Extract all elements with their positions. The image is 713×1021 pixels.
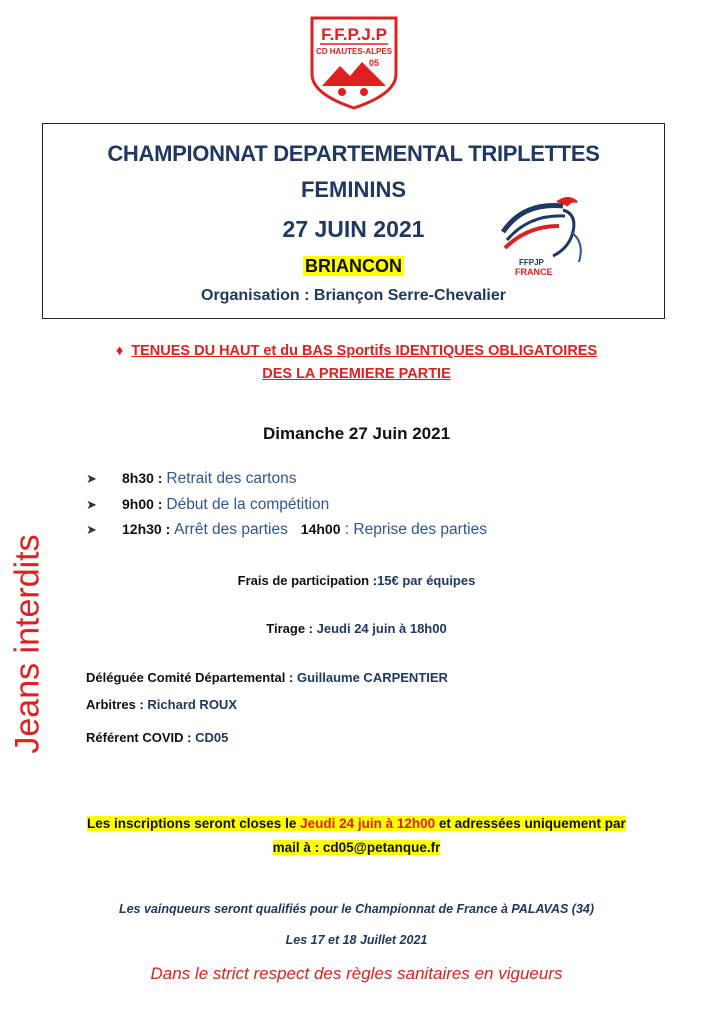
rooster-text-2: FRANCE: [515, 267, 553, 277]
logo-line2: CD HAUTES-ALPES: [315, 47, 393, 56]
delegate-info: Déléguée Comité Départemental : Guillaume CARPENTIER: [86, 670, 448, 685]
referee-info: Arbitres : Richard ROUX: [86, 697, 237, 712]
logo-line3: 05: [368, 58, 380, 68]
covid-referent-info: Référent COVID : CD05: [86, 730, 229, 745]
participation-fee: Frais de participation :15€ par équipes: [237, 573, 476, 588]
rooster-text-1: FFPJP: [519, 258, 544, 267]
championship-category: FEMININS: [300, 177, 407, 202]
arrow-bullet-icon: ➤: [86, 522, 97, 537]
dress-code-warning-line1: ♦ TENUES DU HAUT et du BAS Sportifs IDENTIQUES OBLIGATOIRES: [115, 343, 598, 359]
schedule-item: ➤ 8h30 : Retrait des cartons: [86, 470, 297, 487]
schedule-item: ➤ 12h30 : Arrêt des parties 14h00 : Reprise des parties: [86, 521, 487, 538]
registration-notice-line1: Les inscriptions seront closes le Jeudi 24 juin à 12h00 et adressées uniquement par: [87, 816, 626, 831]
event-date: Dimanche 27 Juin 2021: [262, 424, 451, 443]
diamond-icon: ♦: [115, 343, 124, 359]
draw-info: Tirage : Jeudi 24 juin à 18h00: [266, 621, 447, 636]
championship-title: CHAMPIONNAT DEPARTEMENTAL TRIPLETTES: [107, 141, 600, 166]
schedule-item: ➤ 9h00 : Début de la compétition: [86, 496, 330, 513]
arrow-bullet-icon: ➤: [86, 471, 97, 486]
city-label: BRIANCON: [305, 256, 402, 276]
registration-notice-line2: mail à : cd05@petanque.fr: [272, 840, 441, 855]
arrow-bullet-icon: ➤: [86, 497, 97, 512]
title-box: [42, 123, 665, 319]
boule-icon: [338, 88, 346, 96]
boule-icon: [360, 88, 368, 96]
jeans-forbidden-banner: Jeans interdits: [8, 534, 47, 754]
ffpjp-france-rooster-logo: [493, 192, 603, 284]
ffpjp-cd05-logo: [306, 14, 402, 110]
sanitary-notice: Dans le strict respect des règles sanitaires en vigueurs: [150, 964, 563, 983]
qualification-dates: Les 17 et 18 Juillet 2021: [285, 933, 428, 947]
championship-date: 27 JUIN 2021: [282, 216, 425, 242]
dress-code-warning-line2: DES LA PREMIERE PARTIE: [262, 366, 451, 382]
organisation-label: Organisation : Briançon Serre-Chevalier: [201, 287, 506, 304]
logo-line1: F.F.P.J.P: [321, 25, 387, 44]
qualification-info: Les vainqueurs seront qualifiés pour le Championnat de France à PALAVAS (34): [118, 902, 595, 916]
